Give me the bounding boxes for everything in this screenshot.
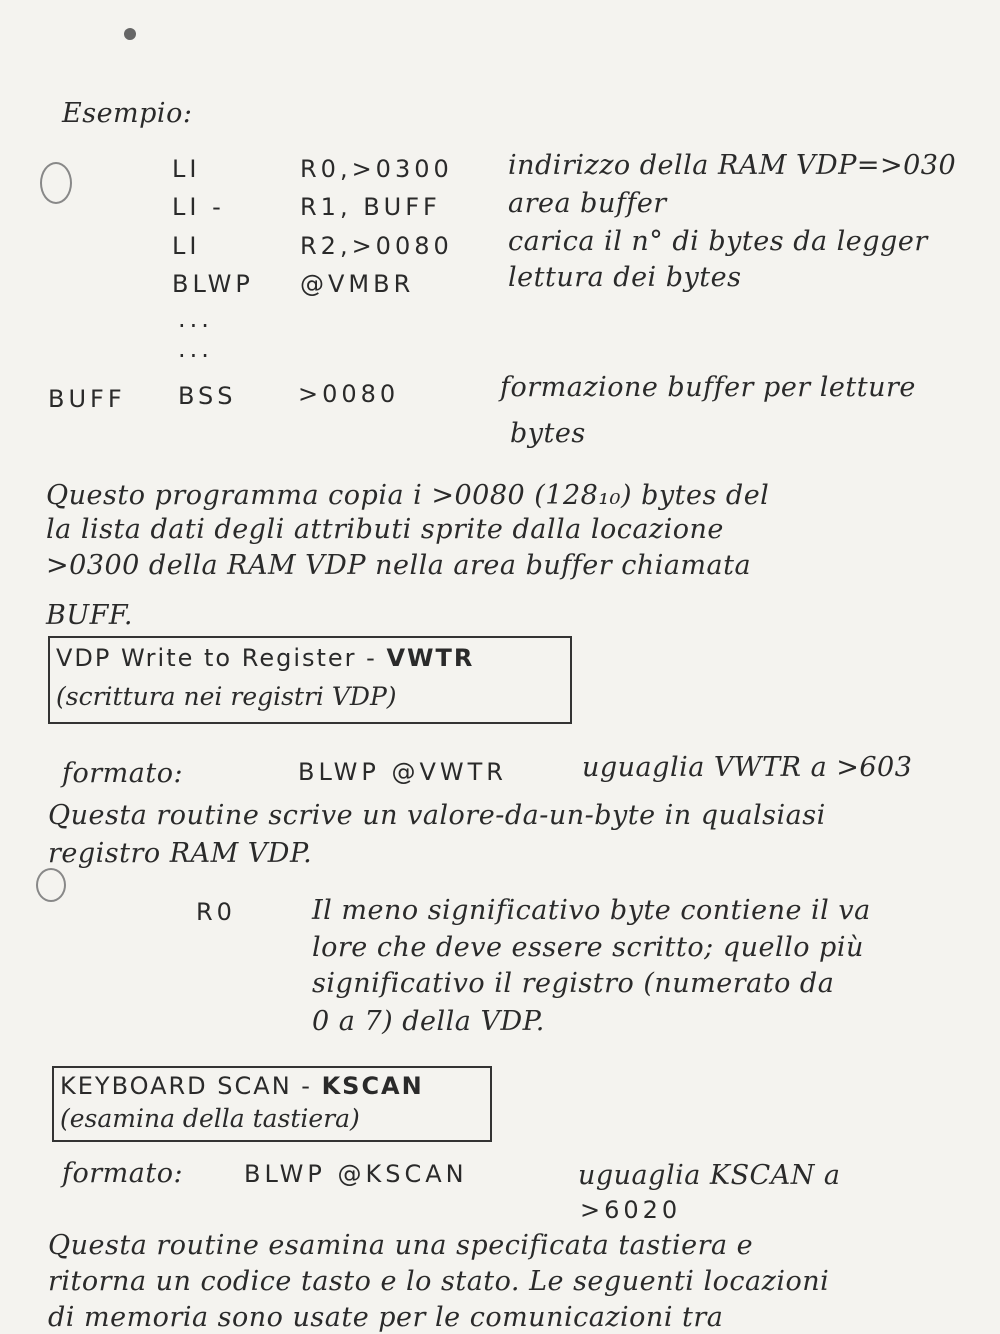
text-line: >0300 della RAM VDP nella area buffer chiamata — [46, 550, 752, 581]
code-op: LI - — [172, 193, 225, 221]
text-line: significativo il registro (numerato da — [312, 968, 835, 999]
code-arg: R2,>0080 — [300, 232, 453, 260]
vwtr-format-code: BLWP @VWTR — [298, 758, 507, 786]
code-comment: carica il n° di bytes da legger — [508, 226, 928, 257]
kscan-heading-box — [52, 1066, 492, 1142]
kscan-format-equ: uguaglia KSCAN a — [578, 1160, 841, 1191]
code-arg: R0,>0300 — [300, 155, 453, 183]
code-label: BUFF — [48, 385, 126, 413]
kscan-format-label: formato: — [62, 1158, 184, 1189]
vwtr-subtitle: (scrittura nei registri VDP) — [56, 682, 397, 711]
kscan-title — [60, 1072, 424, 1100]
text-line: registro RAM VDP. — [48, 838, 313, 869]
vwtr-register: R0 — [196, 898, 236, 926]
hole-punch — [36, 868, 66, 902]
text-line: Questa routine esamina una specificata tastiera e — [48, 1230, 754, 1261]
vwtr-heading-box — [48, 636, 572, 724]
vwtr-format-label: formato: — [62, 758, 184, 789]
text-line: la lista dati degli attributi sprite dalla locazione — [46, 514, 724, 545]
vwtr-format-equ: uguaglia VWTR a >603 — [582, 752, 913, 783]
page-mark — [124, 28, 136, 40]
code-arg: >0080 — [298, 380, 400, 408]
text-line: ritorna un codice tasto e lo stato. Le seguenti locazioni — [48, 1266, 830, 1297]
kscan-format-code: BLWP @KSCAN — [244, 1160, 468, 1188]
code-ellipsis: ... — [178, 305, 213, 333]
code-comment: formazione buffer per letture — [500, 372, 916, 403]
code-op: BSS — [178, 382, 237, 410]
code-comment-cont: bytes — [510, 418, 586, 449]
code-op: LI — [172, 232, 201, 260]
text-line: di memoria sono usate per le comunicazioni tra — [48, 1302, 724, 1333]
kscan-title-text: KEYBOARD SCAN - — [60, 1072, 322, 1100]
text-line: BUFF. — [46, 600, 133, 631]
vwtr-title-bold: VWTR — [386, 644, 475, 672]
text-line: lore che deve essere scritto; quello più — [312, 932, 864, 963]
vwtr-title — [56, 644, 474, 672]
kscan-title-bold: KSCAN — [321, 1072, 424, 1100]
code-comment: area buffer — [508, 188, 667, 219]
kscan-subtitle: (esamina della tastiera) — [60, 1104, 360, 1133]
kscan-format-equ2: >6020 — [580, 1196, 682, 1224]
hole-punch — [40, 162, 72, 204]
text-line: Il meno significativo byte contiene il va — [312, 895, 871, 926]
code-op: LI — [172, 155, 201, 183]
code-comment: indirizzo della RAM VDP=>030 — [508, 150, 957, 181]
code-ellipsis: ... — [178, 335, 213, 363]
code-op: BLWP — [172, 270, 254, 298]
vwtr-title-text: VDP Write to Register - — [56, 644, 387, 672]
text-line: 0 a 7) della VDP. — [312, 1006, 545, 1037]
example-heading: Esempio: — [62, 98, 193, 129]
text-line: Questa routine scrive un valore-da-un-byte in qualsiasi — [48, 800, 826, 831]
code-comment: lettura dei bytes — [508, 262, 742, 293]
text-line: Questo programma copia i >0080 (128₁₀) bytes del — [46, 480, 770, 511]
code-arg: @VMBR — [300, 270, 415, 298]
code-arg: R1, BUFF — [300, 193, 441, 221]
